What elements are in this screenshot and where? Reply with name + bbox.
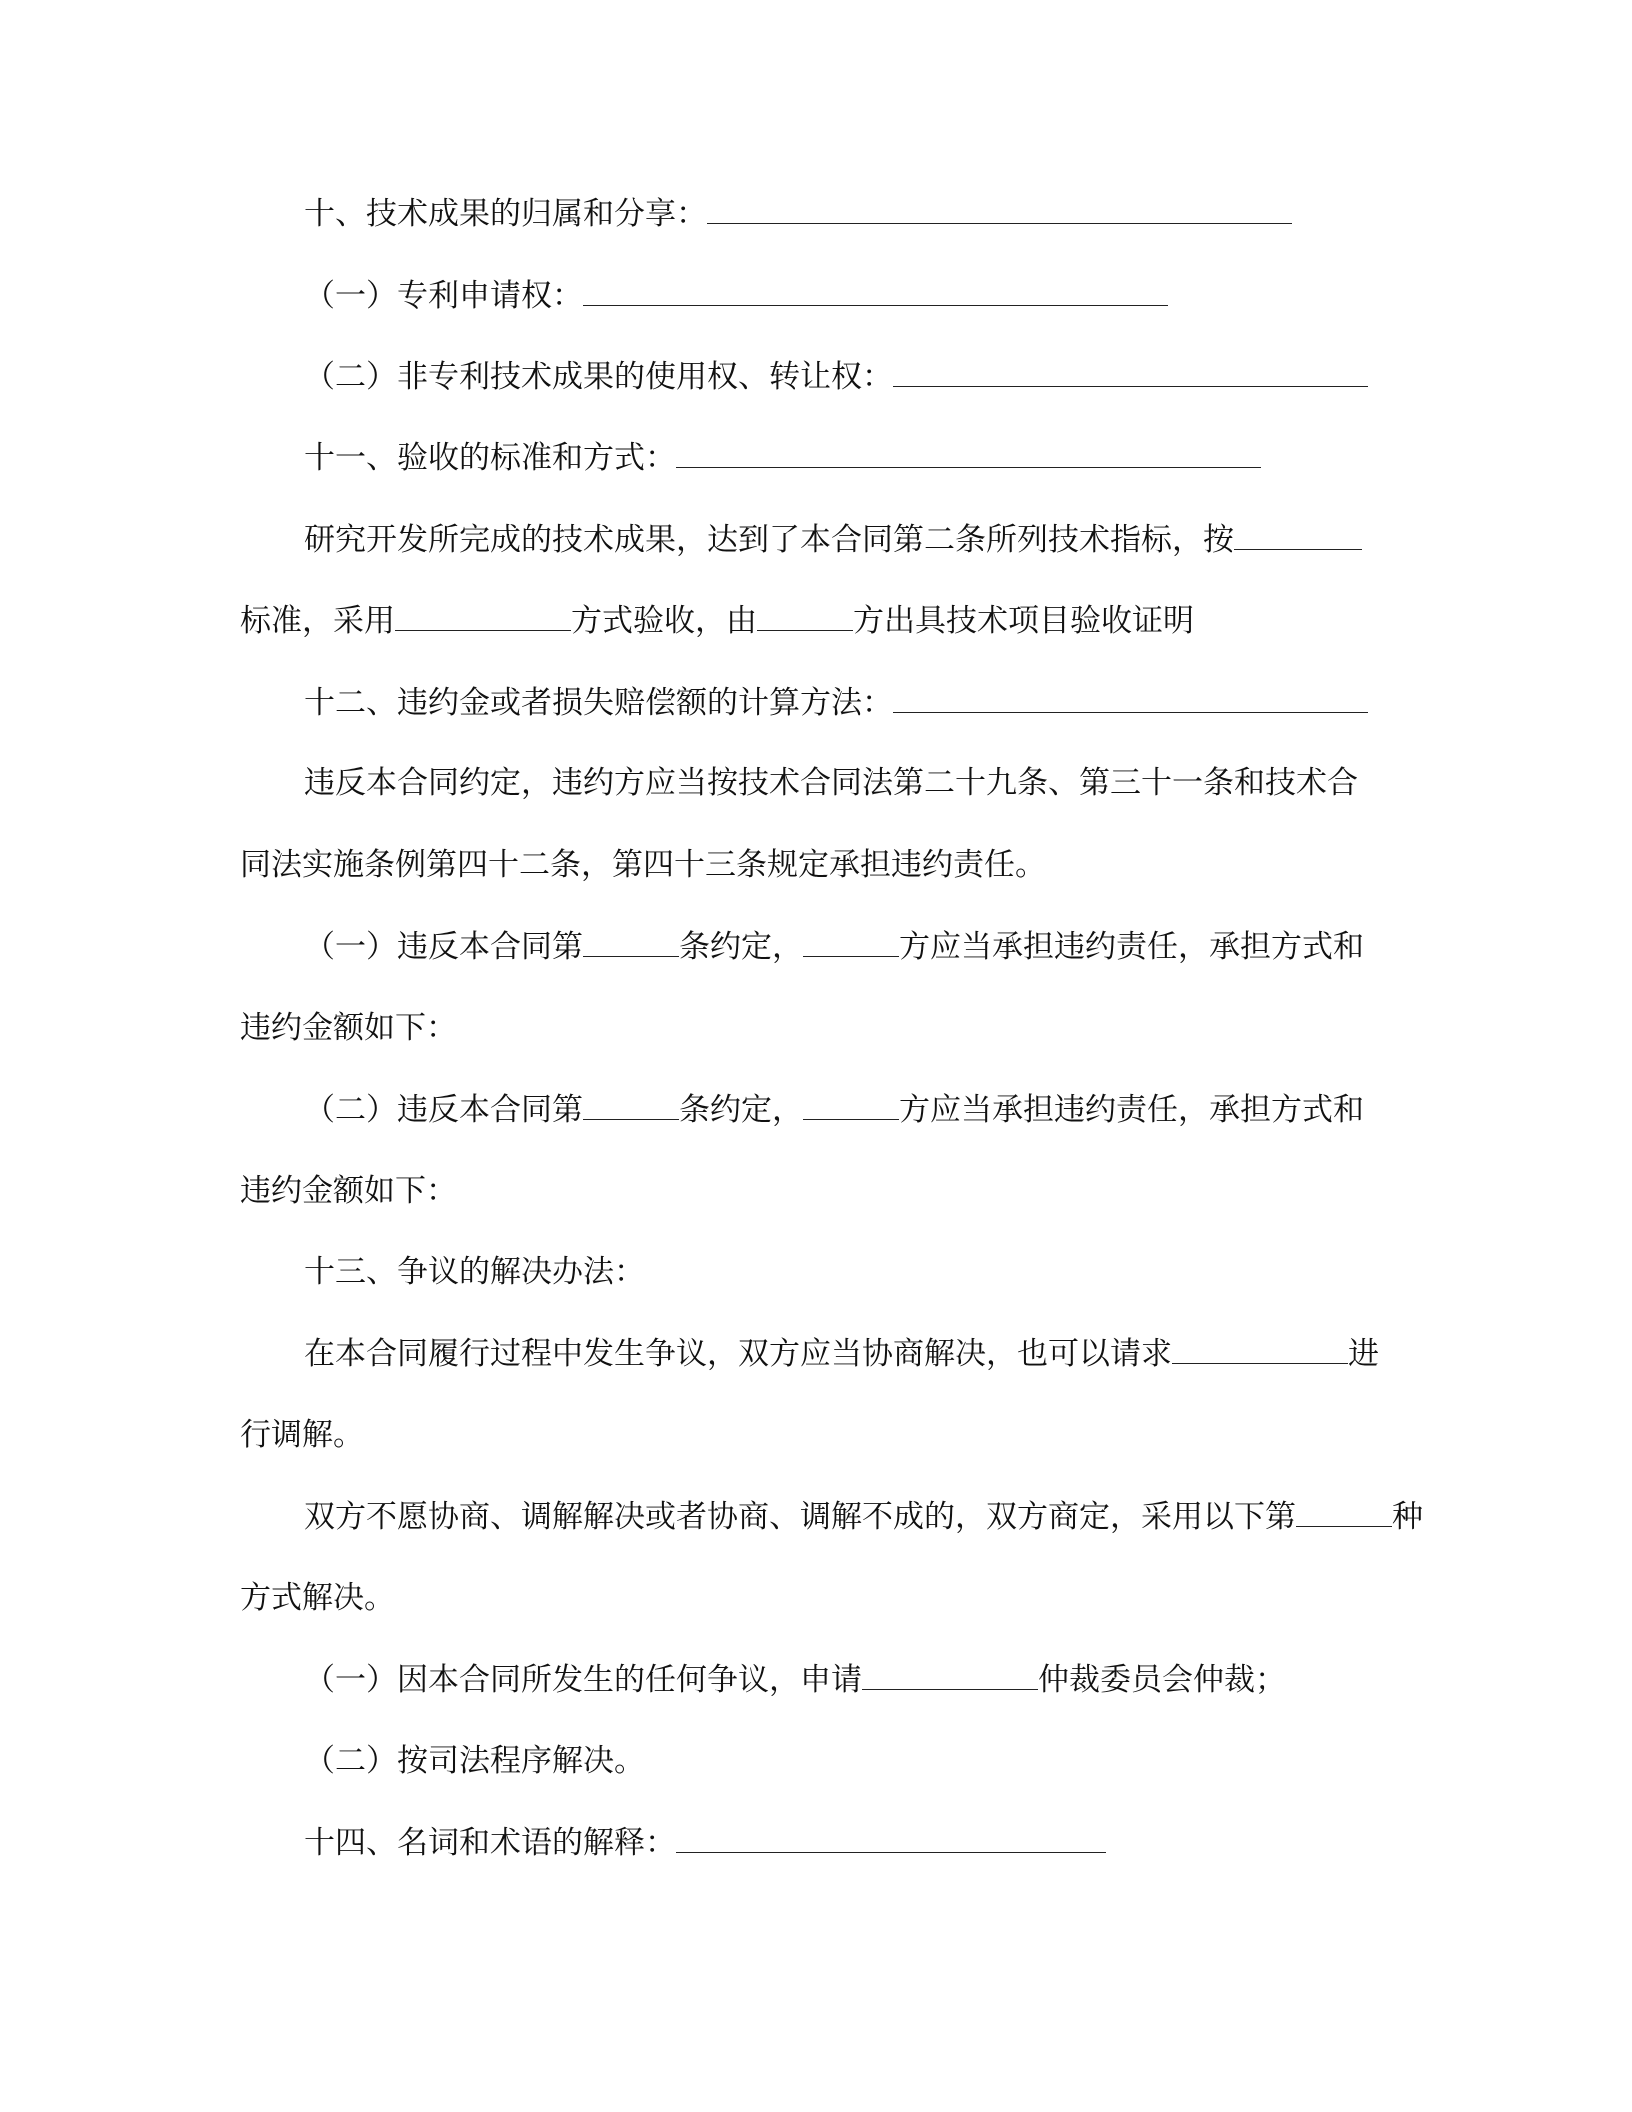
clause-11-heading [304, 437, 1261, 478]
fill-blank[interactable] [583, 926, 679, 957]
clause-13-1a: （一）因本合同所发生的任何争议，申请 [304, 1662, 862, 1698]
fill-blank[interactable] [803, 1089, 899, 1120]
clause-13-body-3b: 种 [1392, 1499, 1423, 1535]
clause-10-text: 十、技术成果的归属和分享： [304, 196, 707, 232]
clause-12-heading [304, 682, 1368, 723]
clause-11-body-2c: 方出具技术项目验收证明 [853, 603, 1194, 639]
clause-12-1a: （一）违反本合同第 [304, 929, 583, 965]
clause-12-text: 十二、违约金或者损失赔偿额的计算方法： [304, 685, 893, 721]
clause-11-body-2a: 标准，采用 [240, 603, 395, 639]
fill-blank[interactable] [395, 600, 571, 631]
fill-blank[interactable] [803, 926, 899, 957]
fill-blank[interactable] [757, 600, 853, 631]
clause-13-body-2 [240, 1415, 364, 1455]
clause-12-1 [304, 926, 1364, 967]
clause-11-body-2 [240, 600, 1194, 641]
clause-12-1-cont-text: 违约金额如下： [240, 1010, 457, 1046]
clause-12-2-cont-text: 违约金额如下： [240, 1173, 457, 1209]
clause-10-1 [304, 275, 1168, 316]
fill-blank[interactable] [862, 1659, 1038, 1690]
clause-13-body-4-text: 方式解决。 [240, 1580, 395, 1616]
clause-13-2-text: （二）按司法程序解决。 [304, 1743, 645, 1779]
clause-10-2-text: （二）非专利技术成果的使用权、转让权： [304, 359, 893, 395]
clause-12-2-cont [240, 1171, 457, 1211]
fill-blank[interactable] [583, 275, 1168, 306]
clause-13-body-1b: 进 [1348, 1336, 1379, 1372]
clause-13-2 [304, 1741, 645, 1781]
clause-13-text: 十三、争议的解决办法： [304, 1254, 645, 1290]
fill-blank[interactable] [676, 1822, 1106, 1853]
fill-blank[interactable] [707, 193, 1292, 224]
fill-blank[interactable] [1234, 519, 1362, 550]
clause-13-body-1 [304, 1333, 1379, 1374]
clause-12-1-cont [240, 1008, 457, 1048]
clause-14-text: 十四、名词和术语的解释： [304, 1825, 676, 1861]
clause-12-2c: 方应当承担违约责任，承担方式和 [899, 1092, 1364, 1128]
clause-12-body-2-text: 同法实施条例第四十二条，第四十三条规定承担违约责任。 [240, 847, 1046, 883]
clause-10-heading [304, 193, 1292, 234]
clause-11-body-1 [304, 519, 1362, 560]
clause-11-text: 十一、验收的标准和方式： [304, 440, 676, 476]
fill-blank[interactable] [1172, 1333, 1348, 1364]
clause-13-1b: 仲裁委员会仲裁； [1038, 1662, 1286, 1698]
clause-12-1b: 条约定， [679, 929, 803, 965]
fill-blank[interactable] [583, 1089, 679, 1120]
fill-blank[interactable] [893, 682, 1368, 713]
fill-blank[interactable] [1296, 1496, 1392, 1527]
clause-10-2 [304, 356, 1368, 397]
clause-12-body-1-text: 违反本合同约定，违约方应当按技术合同法第二十九条、第三十一条和技术合 [304, 765, 1358, 801]
clause-12-2b: 条约定， [679, 1092, 803, 1128]
clause-12-1c: 方应当承担违约责任，承担方式和 [899, 929, 1364, 965]
clause-11-body-1-text: 研究开发所完成的技术成果，达到了本合同第二条所列技术指标，按 [304, 522, 1234, 558]
clause-13-1 [304, 1659, 1286, 1700]
clause-14-heading [304, 1822, 1106, 1863]
clause-10-1-text: （一）专利申请权： [304, 278, 583, 314]
clause-12-body-2 [240, 845, 1046, 885]
clause-13-body-1a: 在本合同履行过程中发生争议，双方应当协商解决，也可以请求 [304, 1336, 1172, 1372]
clause-13-body-2-text: 行调解。 [240, 1417, 364, 1453]
clause-13-body-4 [240, 1578, 395, 1618]
clause-13-heading [304, 1252, 645, 1292]
clause-12-body-1 [304, 763, 1358, 803]
clause-12-2a: （二）违反本合同第 [304, 1092, 583, 1128]
fill-blank[interactable] [893, 356, 1368, 387]
clause-13-body-3 [304, 1496, 1423, 1537]
clause-12-2 [304, 1089, 1364, 1130]
clause-11-body-2b: 方式验收，由 [571, 603, 757, 639]
clause-13-body-3a: 双方不愿协商、调解解决或者协商、调解不成的，双方商定，采用以下第 [304, 1499, 1296, 1535]
fill-blank[interactable] [676, 437, 1261, 468]
